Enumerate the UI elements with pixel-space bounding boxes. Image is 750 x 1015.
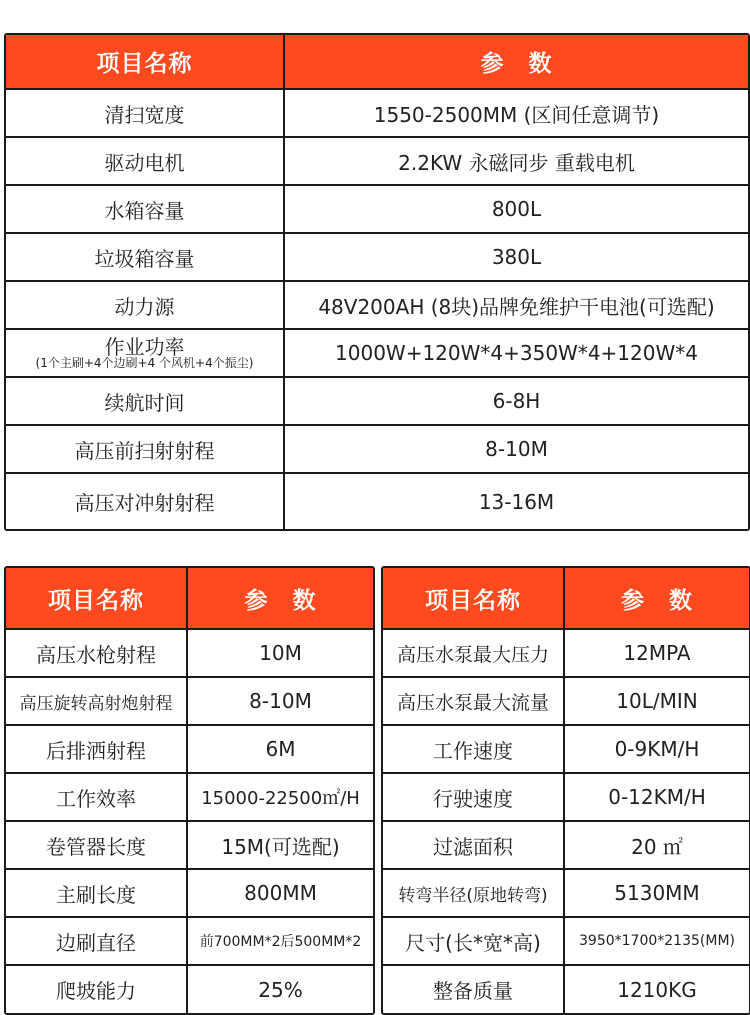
row-name: 工作效率 xyxy=(6,773,187,821)
row-value: 10L/MIN xyxy=(564,677,749,725)
row-name: 水箱容量 xyxy=(6,185,284,233)
row-name: 高压水泵最大压力 xyxy=(383,629,564,677)
row-value: 48V200AH (8块)品牌免维护干电池(可选配) xyxy=(284,281,748,329)
row-name: 边刷直径 xyxy=(6,917,187,965)
row-name: 卷管器长度 xyxy=(6,821,187,869)
header-params: 参 数 xyxy=(284,35,748,89)
spec-table-right xyxy=(381,566,750,1015)
row-name xyxy=(6,329,284,377)
row-value: 1210KG xyxy=(564,965,749,1013)
row-value: 0-9KM/H xyxy=(564,725,749,773)
row-name: 高压前扫射射程 xyxy=(6,425,284,473)
row-value: 2.2KW 永磁同步 重载电机 xyxy=(284,137,748,185)
row-value: 20 ㎡ xyxy=(564,821,749,869)
header-item-name: 项目名称 xyxy=(383,568,564,629)
row-name: 尺寸(长*宽*高) xyxy=(383,917,564,965)
row-value: 6M xyxy=(187,725,373,773)
row-value: 8-10M xyxy=(284,425,748,473)
row-value: 15M(可选配) xyxy=(187,821,373,869)
row-name: 工作速度 xyxy=(383,725,564,773)
row-name: 高压水泵最大流量 xyxy=(383,677,564,725)
header-params: 参 数 xyxy=(187,568,373,629)
row-name: 后排洒射程 xyxy=(6,725,187,773)
row-name: 高压对冲射射程 xyxy=(6,473,284,529)
row-name: 清扫宽度 xyxy=(6,89,284,137)
row-name: 行驶速度 xyxy=(383,773,564,821)
row-value: 380L xyxy=(284,233,748,281)
row-name: 续航时间 xyxy=(6,377,284,425)
row-value: 800MM xyxy=(187,869,373,917)
row-value: 12MPA xyxy=(564,629,749,677)
row-value: 13-16M xyxy=(284,473,748,529)
row-value: 25% xyxy=(187,965,373,1013)
row-name: 动力源 xyxy=(6,281,284,329)
row-value: 5130MM xyxy=(564,869,749,917)
row-name-sub: (1个主刷+4个边刷+4 个风机+4个振尘) xyxy=(35,355,254,370)
row-value: 10M xyxy=(187,629,373,677)
row-value: 0-12KM/H xyxy=(564,773,749,821)
row-name: 过滤面积 xyxy=(383,821,564,869)
row-name: 高压旋转高射炮射程 xyxy=(6,677,187,725)
row-value: 1550-2500MM (区间任意调节) xyxy=(284,89,748,137)
row-name: 整备质量 xyxy=(383,965,564,1013)
row-name: 高压水枪射程 xyxy=(6,629,187,677)
row-value: 15000-22500㎡/H xyxy=(187,773,373,821)
row-value: 6-8H xyxy=(284,377,748,425)
row-value: 1000W+120W*4+350W*4+120W*4 xyxy=(284,329,748,377)
row-name: 爬坡能力 xyxy=(6,965,187,1013)
header-item-name: 项目名称 xyxy=(6,35,284,89)
spec-table-left xyxy=(4,566,375,1015)
header-item-name: 项目名称 xyxy=(6,568,187,629)
row-name: 垃圾箱容量 xyxy=(6,233,284,281)
spec-table-main xyxy=(4,33,750,531)
row-value: 前700MM*2后500MM*2 xyxy=(187,917,373,965)
row-name: 主刷长度 xyxy=(6,869,187,917)
row-value: 800L xyxy=(284,185,748,233)
row-value: 3950*1700*2135(MM) xyxy=(564,917,749,965)
header-params: 参 数 xyxy=(564,568,749,629)
row-name: 转弯半径(原地转弯) xyxy=(383,869,564,917)
row-name-main: 作业功率 xyxy=(104,334,185,359)
row-value: 8-10M xyxy=(187,677,373,725)
row-name: 驱动电机 xyxy=(6,137,284,185)
